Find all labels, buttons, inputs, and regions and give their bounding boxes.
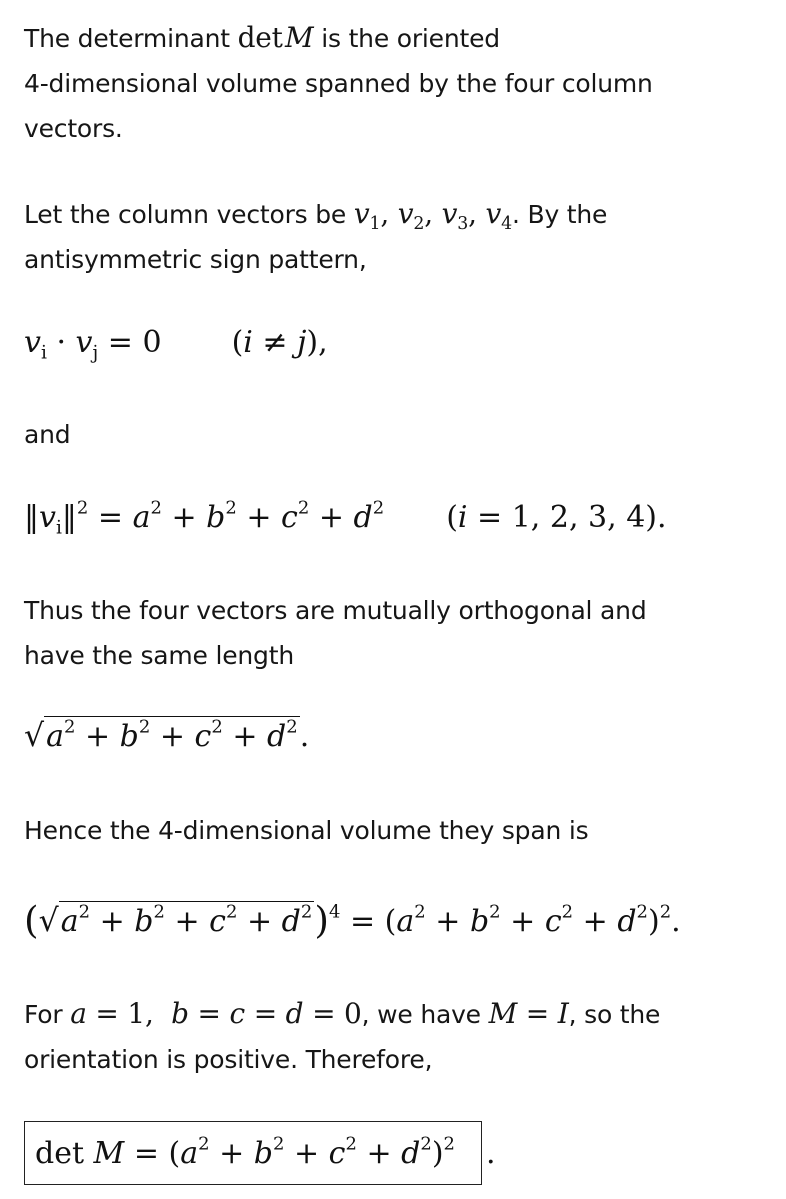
orthogonal-line-2: have the same length [24, 641, 294, 670]
column-vectors-paragraph [24, 191, 764, 282]
orthogonal-line-1: Thus the four vectors are mutually orthogonal and [24, 596, 647, 625]
parameter-condition: a = 1, b = c = d = 0 [70, 997, 362, 1030]
orientation-line-2: orientation is positive. Therefore, [24, 1045, 433, 1074]
volume-paragraph: Hence the 4-dimensional volume they span is [24, 816, 589, 845]
norm-lhs: $‖v_i‖^2 = a^2 + b^2 + c^2 + d^2$ [24, 497, 385, 539]
orthogonality-lhs: $v_i \cdot v_j = 0$ [24, 325, 162, 364]
vectors-text-after: . By the [512, 200, 608, 229]
vectors-line-2: antisymmetric sign pattern, [24, 245, 367, 274]
and-text: and [24, 420, 71, 449]
volume-equation: $(√a^2 + b^2 + c^2 + d^2)^4 = (a^2 + b^2 + c^2 + d^2)^2$. [24, 898, 681, 942]
orientation-text-after: , so the [568, 1000, 661, 1029]
intro-paragraph [24, 15, 764, 151]
orientation-text-mid: , we have [361, 1000, 489, 1029]
orthogonal-paragraph [24, 588, 764, 678]
vectors-text-before: Let the column vectors be [24, 200, 354, 229]
identity-statement: M = I [488, 997, 569, 1030]
orthogonality-equation [24, 325, 328, 364]
norm-condition: (i = 1, 2, 3, 4). [446, 500, 667, 535]
det-operator: det [237, 21, 283, 54]
intro-line-2: 4-dimensional volume spanned by the four column [24, 69, 653, 98]
final-result-box: $\det M = (a^2 + b^2 + c^2 + d^2)^2$ [24, 1121, 482, 1185]
vector-list: $v_1$, $v_2$, $v_3$, $v_4$ [353, 197, 512, 235]
result-period: . [486, 1136, 496, 1171]
matrix-symbol: M [285, 21, 314, 54]
intro-text-after: is the oriented [313, 24, 500, 53]
orthogonality-condition: (i ≠ j), [231, 325, 328, 360]
intro-text-before: The determinant [24, 24, 238, 53]
square-root-expression: $√a^2 + b^2 + c^2 + d^2$ [24, 716, 298, 754]
intro-line-3: vectors. [24, 114, 123, 143]
orientation-text-before: For [24, 1000, 71, 1029]
length-equation: $√a^2 + b^2 + c^2 + d^2$. [24, 716, 310, 754]
norm-equation [24, 497, 667, 539]
orientation-paragraph [24, 991, 764, 1082]
